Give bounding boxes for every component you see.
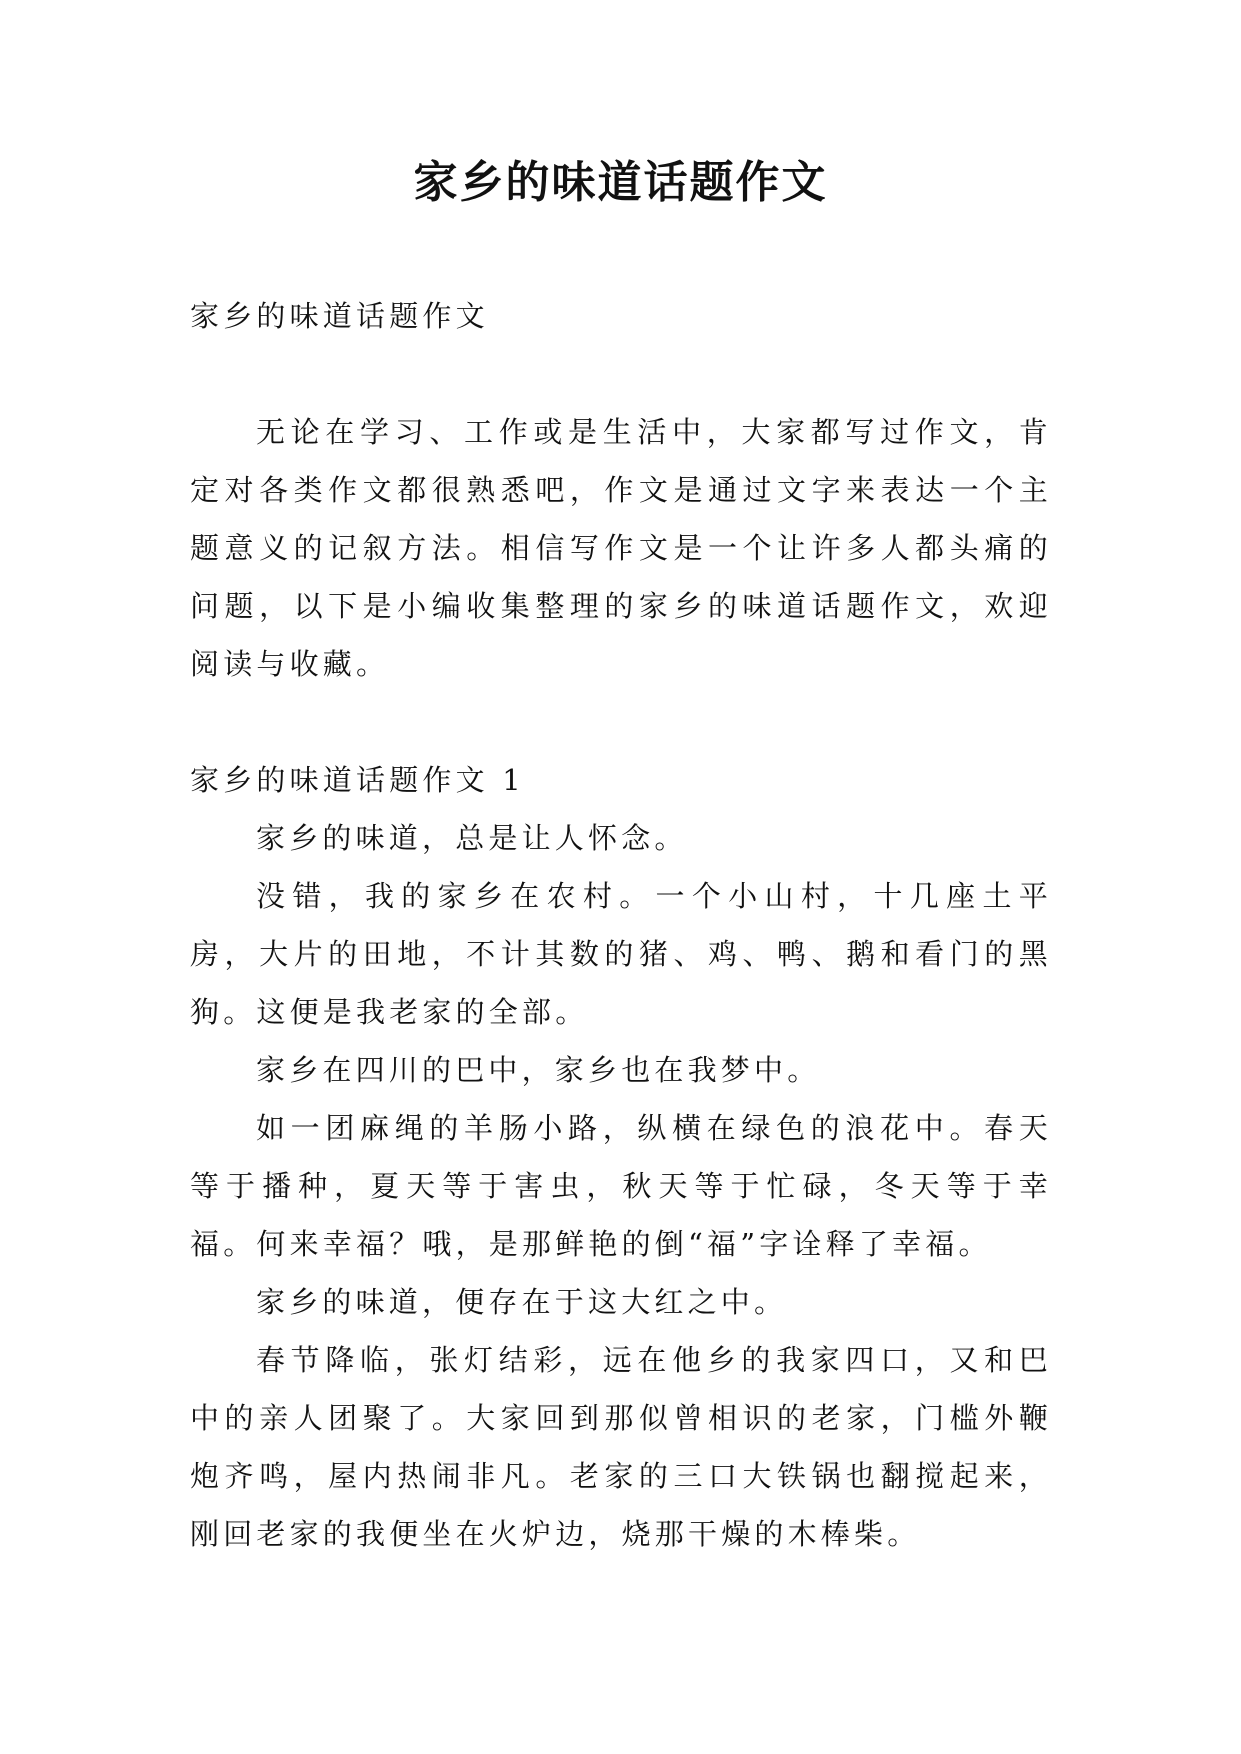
body-paragraph: 家乡的味道，便存在于这大红之中。 bbox=[256, 1285, 788, 1319]
document-title: 家乡的味道话题作文 bbox=[413, 157, 828, 208]
document-subtitle: 家乡的味道话题作文 bbox=[190, 299, 489, 333]
intro-paragraph: 无论在学习、工作或是生活中，大家都写过作文，肯定对各类作文都很熟悉吧，作文是通过文字来表达一个主题意义的记叙方法。相信写作文是一个让许多人都头痛的问题，以下是小编收集整理的家乡的味道话题作文，欢迎阅读与收藏。 bbox=[190, 415, 1052, 681]
body-paragraph: 家乡的味道，总是让人怀念。 bbox=[256, 821, 688, 855]
section-heading: 家乡的味道话题作文 1 bbox=[190, 763, 525, 797]
document-body bbox=[190, 287, 1052, 1563]
body-paragraph: 家乡在四川的巴中，家乡也在我梦中。 bbox=[256, 1053, 821, 1087]
body-paragraph: 如一团麻绳的羊肠小路，纵横在绿色的浪花中。春天等于播种，夏天等于害虫，秋天等于忙碌，冬天等于幸福。何来幸福？哦，是那鲜艳的倒“福”字诠释了幸福。 bbox=[190, 1111, 1052, 1261]
body-paragraph: 没错，我的家乡在农村。一个小山村，十几座土平房，大片的田地，不计其数的猪、鸡、鸭、鹅和看门的黑狗。这便是我老家的全部。 bbox=[190, 879, 1052, 1029]
body-paragraph: 春节降临，张灯结彩，远在他乡的我家四口，又和巴中的亲人团聚了。大家回到那似曾相识的老家，门槛外鞭炮齐鸣，屋内热闹非凡。老家的三口大铁锅也翻搅起来，刚回老家的我便坐在火炉边，烧那干燥的木棒柴。 bbox=[190, 1343, 1052, 1551]
